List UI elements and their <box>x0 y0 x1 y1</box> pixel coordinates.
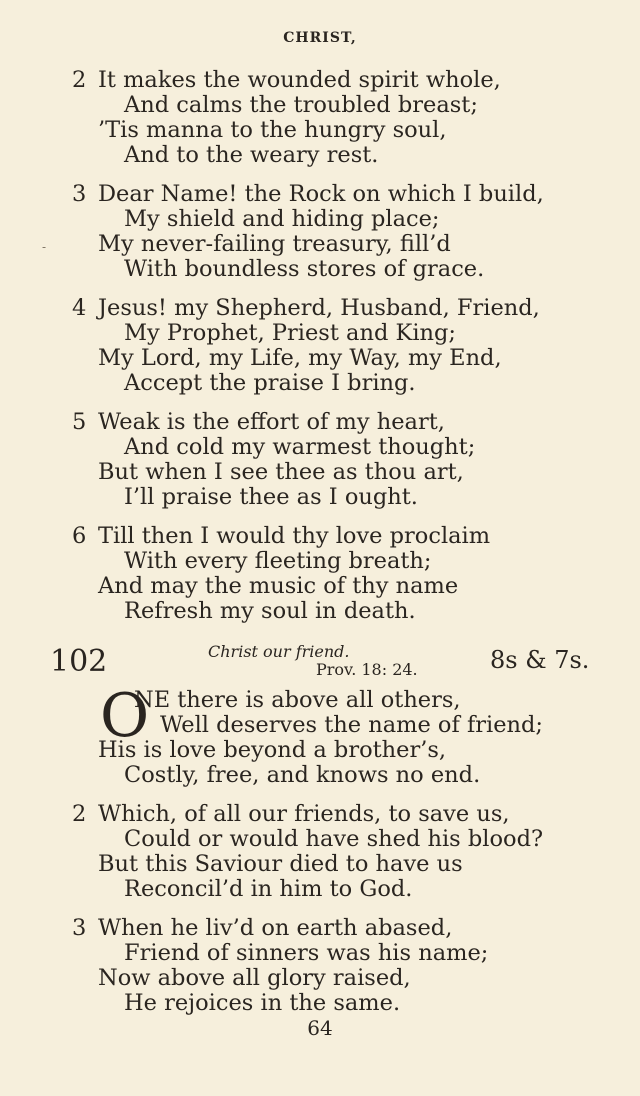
verse-line: Accept the praise I bring. <box>124 370 416 396</box>
verse-line: My Lord, my Life, my Way, my End, <box>98 345 502 371</box>
verse-line: Weak is the effort of my heart, <box>98 409 445 435</box>
stanza-number: 2 <box>72 801 87 827</box>
verse-line: Which, of all our friends, to save us, <box>98 801 510 827</box>
verse-line: With every fleeting breath; <box>124 548 432 574</box>
verse-line: I’ll praise thee as I ought. <box>124 484 418 510</box>
scripture-reference: Prov. 18: 24. <box>316 660 418 679</box>
verse-line: Friend of sinners was his name; <box>124 940 489 966</box>
verse-line: And cold my warmest thought; <box>124 434 476 460</box>
verse-line: My never-failing treasury, fill’d <box>98 231 451 257</box>
verse-line: Dear Name! the Rock on which I build, <box>98 181 544 207</box>
stanza-number: 5 <box>72 409 87 435</box>
verse-line: And calms the troubled breast; <box>124 92 478 118</box>
verse-line: But this Saviour died to have us <box>98 851 463 877</box>
running-head: CHRIST, <box>283 30 357 46</box>
page-number: 64 <box>307 1016 333 1040</box>
verse-line: With boundless stores of grace. <box>124 256 485 282</box>
verse-line: Refresh my soul in death. <box>124 598 416 624</box>
verse-line: Costly, free, and knows no end. <box>124 762 481 788</box>
verse-line: When he liv’d on earth abased, <box>98 915 453 941</box>
verse-line: NE there is above all others, <box>134 687 461 713</box>
verse-line: Could or would have shed his blood? <box>124 826 544 852</box>
verse-line: And may the music of thy name <box>98 573 459 599</box>
stanza-number: 4 <box>72 295 87 321</box>
stanza-number: 3 <box>72 915 87 941</box>
verse-line: His is love beyond a brother’s, <box>98 737 447 763</box>
verse-line: My Prophet, Priest and King; <box>124 320 456 346</box>
verse-line: It makes the wounded spirit whole, <box>98 67 501 93</box>
drop-cap: O <box>100 681 150 751</box>
verse-line: Reconcil’d in him to God. <box>124 876 413 902</box>
hymn-title: Christ our friend. <box>208 642 350 661</box>
verse-line: He rejoices in the same. <box>124 990 401 1016</box>
verse-line: Till then I would thy love proclaim <box>98 523 491 549</box>
verse-line: My shield and hiding place; <box>124 206 440 232</box>
stanza-number: 6 <box>72 523 87 549</box>
verse-line: Well deserves the name of friend; <box>160 712 544 738</box>
verse-line: Now above all glory raised, <box>98 965 411 991</box>
verse-line: And to the weary rest. <box>124 142 379 168</box>
hymn-number: 102 <box>50 644 108 679</box>
verse-line: ’Tis manna to the hungry soul, <box>98 117 447 143</box>
margin-mark: - <box>42 240 47 254</box>
stanza-number: 3 <box>72 181 87 207</box>
verse-line: Jesus! my Shepherd, Husband, Friend, <box>98 295 540 321</box>
hymn-meter: 8s & 7s. <box>490 646 590 674</box>
stanza-number: 2 <box>72 67 87 93</box>
verse-line: But when I see thee as thou art, <box>98 459 464 485</box>
